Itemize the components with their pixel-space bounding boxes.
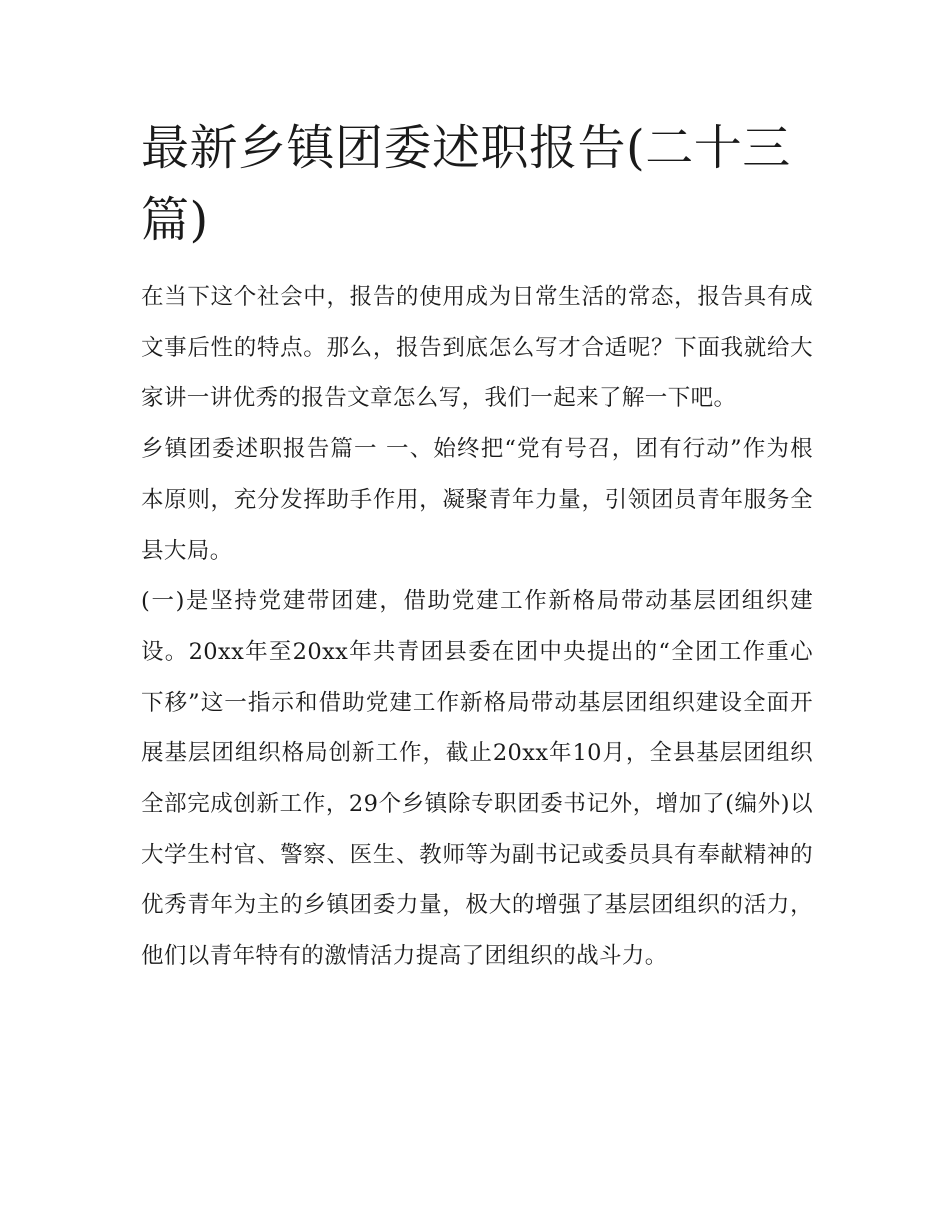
document-content [141,112,813,982]
paragraph-intro: 在当下这个社会中，报告的使用成为日常生活的常态，报告具有成文事后性的特点。那么，报告到底怎么写才合适呢？下面我就给大家讲一讲优秀的报告文章怎么写，我们一起来了解一下吧。 [141,284,813,412]
document-title: 最新乡镇团委述职报告(二十三篇) [141,120,791,248]
paragraph-subsection-one: (一)是坚持党建带团建，借助党建工作新格局带动基层团组织建设。20xx年至20xx年共青团县委在团中央提出的“全团工作重心下移”这一指示和借助党建工作新格局带动基层团组织建设全面开展基层团组织格局创新工作，截止20xx年10月，全县基层团组织全部完成创新工作，29个乡镇除专职团委书记外，增加了(编外)以大学生村官、警察、医生、教师等为副书记或委员具有奉献精神的优秀青年为主的乡镇团委力量，极大的增强了基层团组织的活力，他们以青年特有的激情活力提高了团组织的战斗力。 [141,588,813,970]
paragraph-section-one: 乡镇团委述职报告篇一 一、始终把“党有号召，团有行动”作为根本原则，充分发挥助手作用，凝聚青年力量，引领团员青年服务全县大局。 [141,436,813,564]
